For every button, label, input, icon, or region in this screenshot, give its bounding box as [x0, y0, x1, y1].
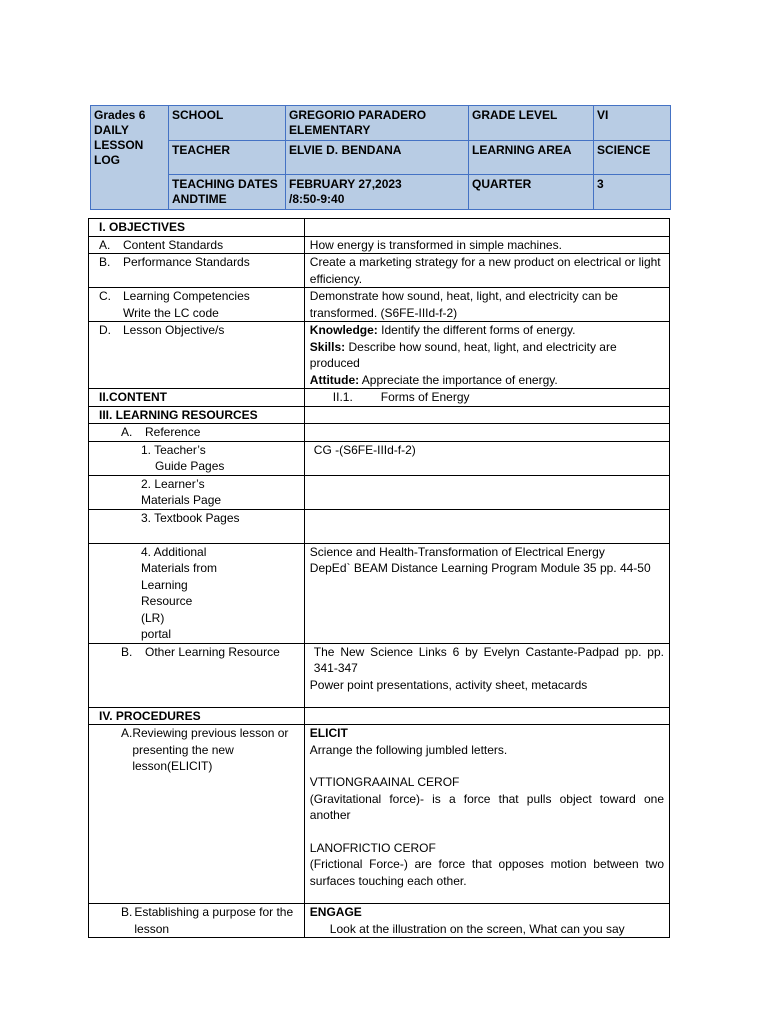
grade-level-label: GRADE LEVEL [469, 106, 594, 141]
performance-standards-value: Create a marketing strategy for a new product on electrical or light efficiency. [304, 254, 669, 288]
lesson-table [88, 218, 670, 938]
reference-label: A. Reference [89, 424, 305, 442]
resources-heading: III. LEARNING RESOURCES [89, 406, 305, 424]
learners-materials-label: 2. Learner’s Materials Page [89, 475, 305, 509]
content-heading: II.CONTENT [89, 389, 305, 407]
other-resource-value: The New Science Links 6 by Evelyn Castante-Padpad pp. pp. 341-347 Power point presentations, activity sheet, metacards [304, 643, 669, 707]
quarter-label: QUARTER [469, 175, 594, 210]
table-row [89, 643, 670, 707]
table-row [89, 288, 670, 322]
table-row [89, 543, 670, 643]
procedure-a-label: A. Reviewing previous lesson or presenting the new lesson(ELICIT) [89, 725, 305, 904]
school-value: GREGORIO PARADERO ELEMENTARY [286, 106, 469, 141]
content-standards-value: How energy is transformed in simple machines. [304, 236, 669, 254]
teacher-label: TEACHER [169, 141, 286, 175]
table-row [89, 254, 670, 288]
table-row [89, 441, 670, 475]
procedures-heading: IV. PROCEDURES [89, 707, 305, 725]
teaching-dates-label: TEACHING DATES ANDTIME [169, 175, 286, 210]
textbook-pages-label: 3. Textbook Pages [89, 509, 305, 543]
grade-level-value: VI [594, 106, 671, 141]
performance-standards-label: B. Performance Standards [89, 254, 305, 288]
additional-materials-value: Science and Health-Transformation of Electrical Energy DepEd` BEAM Distance Learning Program Module 35 pp. 44-50 [304, 543, 669, 643]
table-row [89, 219, 670, 237]
lesson-objectives-value: Knowledge: Identify the different forms of energy. Skills: Describe how sound, heat, light, and electricity are produced Attitude: Appreciate the importance of energy. [304, 322, 669, 389]
engage-content: ENGAGE Look at the illustration on the screen, What can you say [304, 904, 669, 938]
additional-materials-label: 4. Additional Materials from Learning Resource (LR) portal [89, 543, 305, 643]
table-row [89, 406, 670, 424]
content-value: II.1. Forms of Energy [304, 389, 669, 407]
table-row [89, 424, 670, 442]
table-row [89, 725, 670, 904]
table-row [89, 236, 670, 254]
learning-area-label: LEARNING AREA [469, 141, 594, 175]
objectives-heading: I. OBJECTIVES [89, 219, 305, 237]
table-row [89, 509, 670, 543]
school-label: SCHOOL [169, 106, 286, 141]
teachers-guide-label: 1. Teacher’s Guide Pages [89, 441, 305, 475]
header-table [90, 105, 671, 210]
table-row [89, 475, 670, 509]
table-row [89, 707, 670, 725]
table-row [89, 389, 670, 407]
competencies-value: Demonstrate how sound, heat, light, and electricity can be transformed. (S6FE-IIId-f-2) [304, 288, 669, 322]
competencies-label: C. Learning Competencies Write the LC code [89, 288, 305, 322]
table-row [89, 904, 670, 938]
procedure-b-label: B. Establishing a purpose for the lesson [89, 904, 305, 938]
teachers-guide-value: CG -(S6FE-IIId-f-2) [304, 441, 669, 475]
content-standards-label: A. Content Standards [89, 236, 305, 254]
quarter-value: 3 [594, 175, 671, 210]
elicit-content: ELICIT Arrange the following jumbled letters. VTTIONGRAAINAL CEROF (Gravitational force)- is a force that pulls object toward one another LANOFRICTIO CEROF (Frictional Force-) are force that opposes motion between two surfaces touching each other. [304, 725, 669, 904]
teaching-dates-value: FEBRUARY 27,2023 /8:50-9:40 [286, 175, 469, 210]
learning-area-value: SCIENCE [594, 141, 671, 175]
other-resource-label: B. Other Learning Resource [89, 643, 305, 707]
lesson-log-title: Grades 6 DAILY LESSON LOG [91, 106, 169, 210]
table-row [89, 322, 670, 389]
teacher-value: ELVIE D. BENDANA [286, 141, 469, 175]
lesson-objectives-label: D. Lesson Objective/s [89, 322, 305, 389]
